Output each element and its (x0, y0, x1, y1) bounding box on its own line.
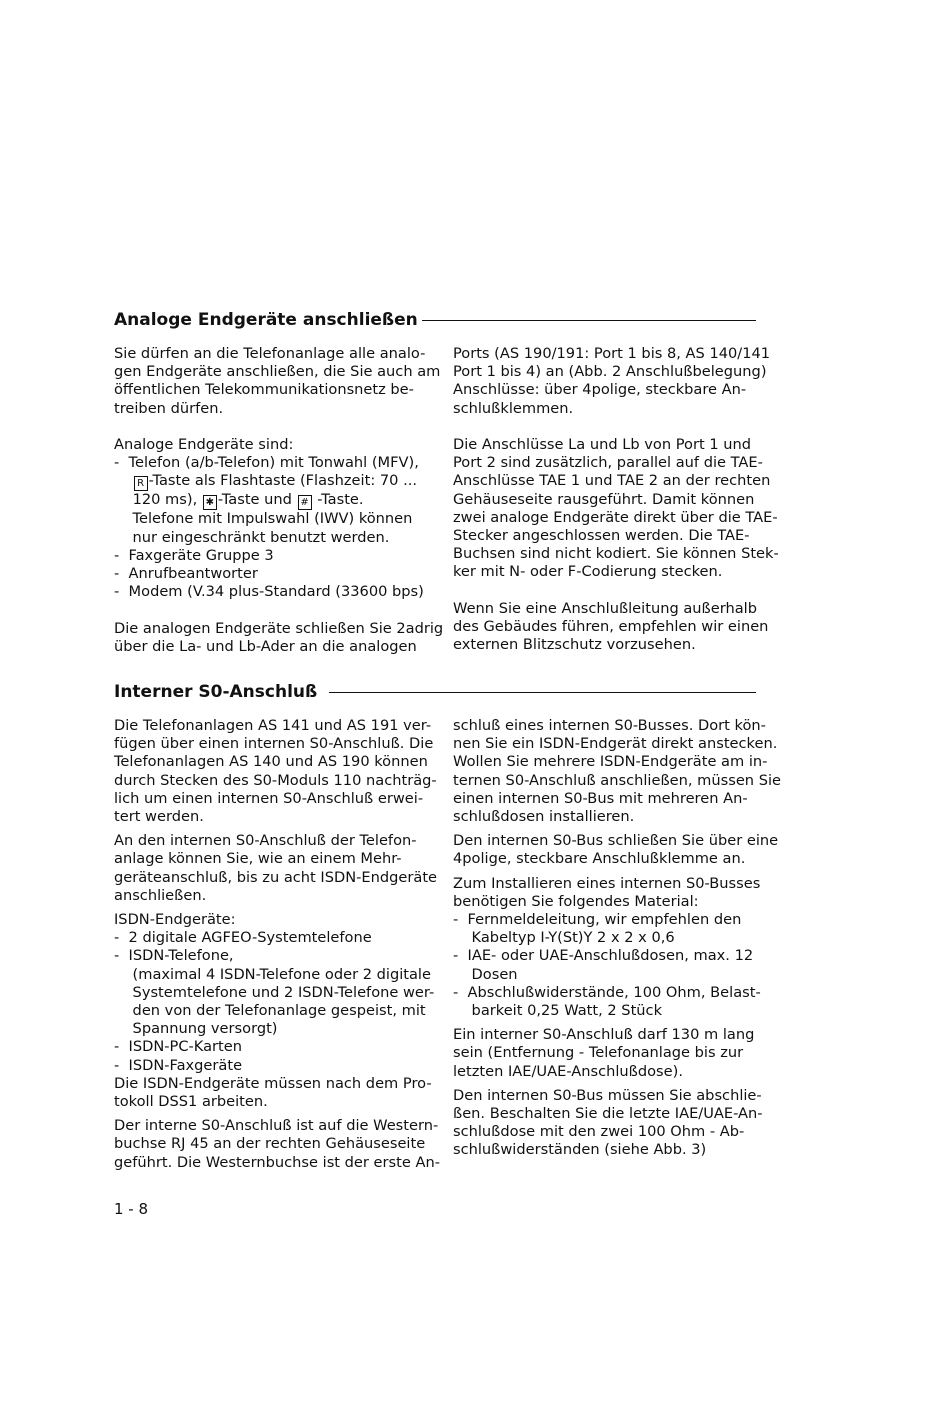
page-number: 1 - 8 (114, 1200, 149, 1218)
paragraph: Sie dürfen an die Telefonanlage alle analo- gen Endgeräte anschließen, die Sie auch am öffentlichen Telekommunikationsnetz be- treiben dürfen. (114, 345, 441, 417)
paragraph: Den internen S0-Bus schließen Sie über eine 4polige, steckbare Anschlußklemme an. (453, 832, 779, 868)
paragraph: Ein interner S0-Anschluß darf 130 m lang sein (Entfernung - Telefonanlage bis zur letzten IAE/UAE-Anschlußdose). (453, 1026, 755, 1080)
section-title: Analoge Endgeräte anschließen (114, 310, 418, 330)
list-title: Analoge Endgeräte sind: (114, 436, 294, 453)
section2-left-column (114, 717, 440, 1172)
list-items: - Faxgeräte Gruppe 3 - Anrufbeantworter - Modem (V.34 plus-Standard (33600 bps) (114, 546, 424, 601)
paragraph: Die Anschlüsse La und Lb von Port 1 und Port 2 sind zusätzlich, parallel auf die TAE- Anschlüsse TAE 1 und TAE 2 an der rechten Gehäuseseite rausgeführt. Damit können zwei analoge Endgeräte direkt über die TAE- Stecker angeschlossen werden. Die TAE- Buchsen sind nicht kodiert. Sie können Stek- ker mit N- oder F-Codierung stecken. (453, 436, 779, 581)
heading-rule (329, 692, 756, 693)
paragraph: An den internen S0-Anschluß der Telefon- anlage können Sie, wie an einem Mehr- geräteanschluß, bis zu acht ISDN-Endgeräte anschließen. (114, 832, 438, 904)
section1-right-column (453, 345, 779, 654)
paragraph: Den internen S0-Bus müssen Sie abschlie- ßen. Beschalten Sie die letzte IAE/UAE-An- schlußdose mit den zwei 100 Ohm - Ab- schlußwiderständen (siehe Abb. 3) (453, 1086, 763, 1159)
section2-right-column (453, 717, 781, 1160)
heading-rule (422, 320, 756, 321)
paragraph: Der interne S0-Anschluß ist auf die Western- buchse RJ 45 an der rechten Gehäuseseite geführt. Die Westernbuchse ist der erste An- (114, 1117, 440, 1171)
section1-left-column (114, 345, 444, 656)
list-item-continued: Telefone mit Impulswahl (IWV) können nur eingeschränkt benutzt werden. (132, 510, 413, 546)
r-key-icon: R (134, 476, 148, 491)
section-heading-s0 (114, 682, 756, 702)
paragraph: Ports (AS 190/191: Port 1 bis 8, AS 140/141 Port 1 bis 4) an (Abb. 2 Anschlußbelegung) Anschlüsse: über 4polige, steckbare An- schlußklemmen. (453, 345, 771, 417)
list-item-continued: 120 ms), ✱ -Taste und # -Taste. (132, 491, 364, 509)
section-heading-analog (114, 310, 756, 330)
paragraph: Zum Installieren eines internen S0-Busses benötigen Sie folgendes Material: - Fernmeldeleitung, wir empfehlen den Kabeltyp I-Y(St)Y 2 x 2 x 0,6 - IAE- oder UAE-Anschlußdosen, max. 12 Dosen - Abschlußwiderstände, 100 Ohm, Belast- barkeit 0,25 Watt, 2 Stück (453, 874, 761, 1020)
star-key-icon: ✱ (203, 495, 217, 510)
paragraph: Die Telefonanlagen AS 141 und AS 191 ver- fügen über einen internen S0-Anschluß. Die Telefonanlagen AS 140 und AS 190 können durch Stecken des S0-Moduls 110 nachträg- lich um einen internen S0-Anschluß erwei- tert werden. (114, 717, 437, 826)
paragraph: Die analogen Endgeräte schließen Sie 2adrig über die La- und Lb-Ader an die analogen (114, 619, 444, 655)
hash-key-icon: # (298, 495, 312, 510)
section-title: Interner S0-Anschluß (114, 682, 318, 702)
paragraph: ISDN-Endgeräte: - 2 digitale AGFEO-Systemtelefone - ISDN-Telefone, (maximal 4 ISDN-Telefone oder 2 digitale Systemtelefone und 2 ISDN-Telefone wer- den von der Telefonanlage gespeist, mit Spannung versorgt) - ISDN-PC-Karten - ISDN-Faxgeräte Die ISDN-Endgeräte müssen nach dem Pro- tokoll DSS1 arbeiten. (114, 911, 435, 1111)
paragraph: Wenn Sie eine Anschlußleitung außerhalb des Gebäudes führen, empfehlen wir einen externen Blitzschutz vorzusehen. (453, 599, 769, 654)
paragraph: schluß eines internen S0-Busses. Dort kön- nen Sie ein ISDN-Endgerät direkt anstecken. Wollen Sie mehrere ISDN-Endgeräte am in- ternen S0-Anschluß anschließen, müssen Sie einen internen S0-Bus mit mehreren An- schlußdosen installieren. (453, 717, 781, 826)
list-item-continued: R -Taste als Flashtaste (Flashzeit: 70 ... (114, 472, 432, 491)
list-item: - Telefon (a/b-Telefon) mit Tonwahl (MFV), (114, 454, 419, 472)
